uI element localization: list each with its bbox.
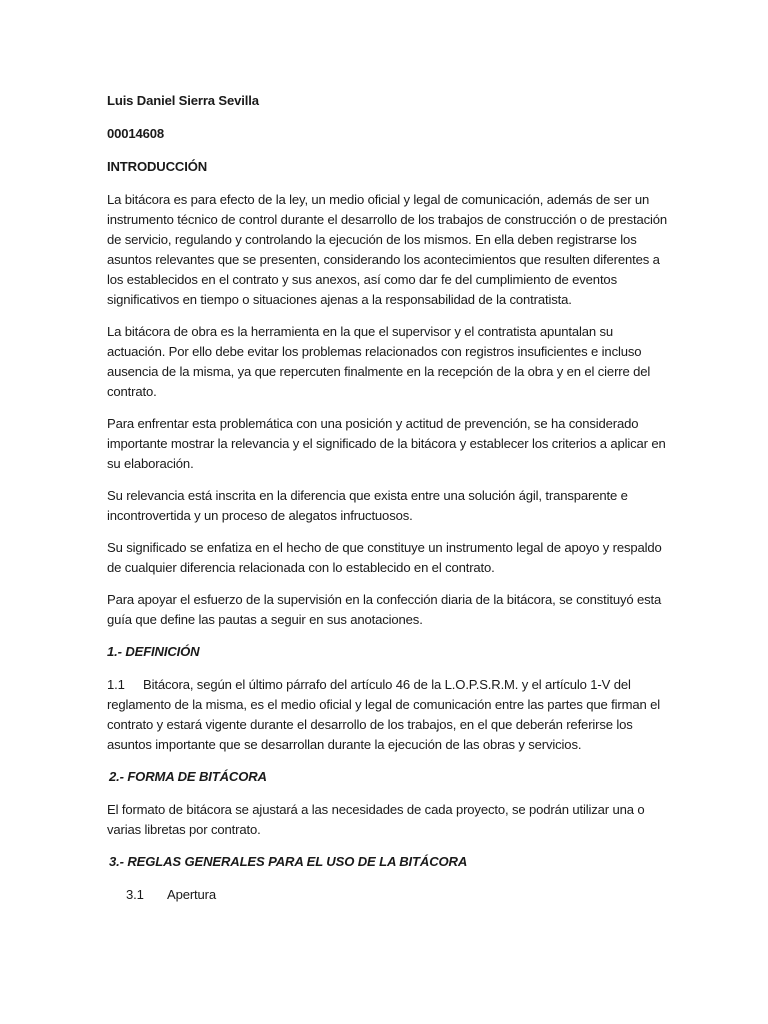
section-1-item-number: 1.1: [107, 677, 125, 692]
intro-paragraph-2: La bitácora de obra es la herramienta en la que el supervisor y el contratista apuntalan su actuación. Por ello debe evitar los problemas relacionados con registros insuficientes e incluso ausencia de la misma, ya que repercuten finalmente en la recepción de la obra y en el cierre del contrato.: [107, 324, 651, 399]
section-1-item-text: Bitácora, según el último párrafo del artículo 46 de la L.O.P.S.R.M. y el artículo 1-V del reglamento de la misma, es el medio oficial y legal de comunicación entre las partes que firman el contrato y estará vigente durante el desarrollo de los trabajos, en el que deberán referirse los asuntos importante que se desarrollan durante la ejecución de las obras y servicios.: [107, 677, 660, 752]
section-2-paragraph: El formato de bitácora se ajustará a las necesidades de cada proyecto, se podrán utilizar una o varias libretas por contrato.: [107, 802, 645, 837]
section-2-heading: 2.- FORMA DE BITÁCORA: [109, 769, 267, 784]
author-name: Luis Daniel Sierra Sevilla: [107, 93, 259, 108]
intro-paragraph-4: Su relevancia está inscrita en la diferencia que exista entre una solución ágil, transparente e incontrovertida y un proceso de alegatos infructuosos.: [107, 488, 628, 523]
student-id: 00014608: [107, 126, 165, 141]
section-3-heading: 3.- REGLAS GENERALES PARA EL USO DE LA BITÁCORA: [109, 854, 468, 869]
section-3-item: [107, 885, 667, 905]
section-3-item-number: 3.1: [126, 887, 144, 902]
intro-paragraph-3: Para enfrentar esta problemática con una posición y actitud de prevención, se ha considerado importante mostrar la relevancia y el significado de la bitácora y establecer los criterios a aplicar en su elaboración.: [107, 416, 666, 471]
intro-paragraph-1: La bitácora es para efecto de la ley, un medio oficial y legal de comunicación, además de ser un instrumento técnico de control durante el desarrollo de los trabajos de construcción o de prestación de servicio, regulando y controlando la ejecución de los mismos. En ella deben registrarse los asuntos relevantes que se presenten, considerando los acontecimientos que resulten diferentes a los establecidos en el contrato y sus anexos, así como dar fe del cumplimiento de eventos significativos en tiempo o situaciones ajenas a la responsabilidad de la contratista.: [107, 192, 668, 307]
intro-heading: INTRODUCCIÓN: [107, 159, 208, 174]
intro-paragraph-5: Su significado se enfatiza en el hecho de que constituye un instrumento legal de apoyo y respaldo de cualquier diferencia relacionada con lo establecido en el contrato.: [107, 540, 662, 575]
document-body: [107, 91, 667, 905]
section-1-item: [107, 675, 667, 755]
section-1-heading: 1.- DEFINICIÓN: [107, 644, 200, 659]
section-3-item-text: Apertura: [167, 887, 217, 902]
intro-paragraph-6: Para apoyar el esfuerzo de la supervisión en la confección diaria de la bitácora, se constituyó esta guía que define las pautas a seguir en sus anotaciones.: [107, 592, 662, 627]
